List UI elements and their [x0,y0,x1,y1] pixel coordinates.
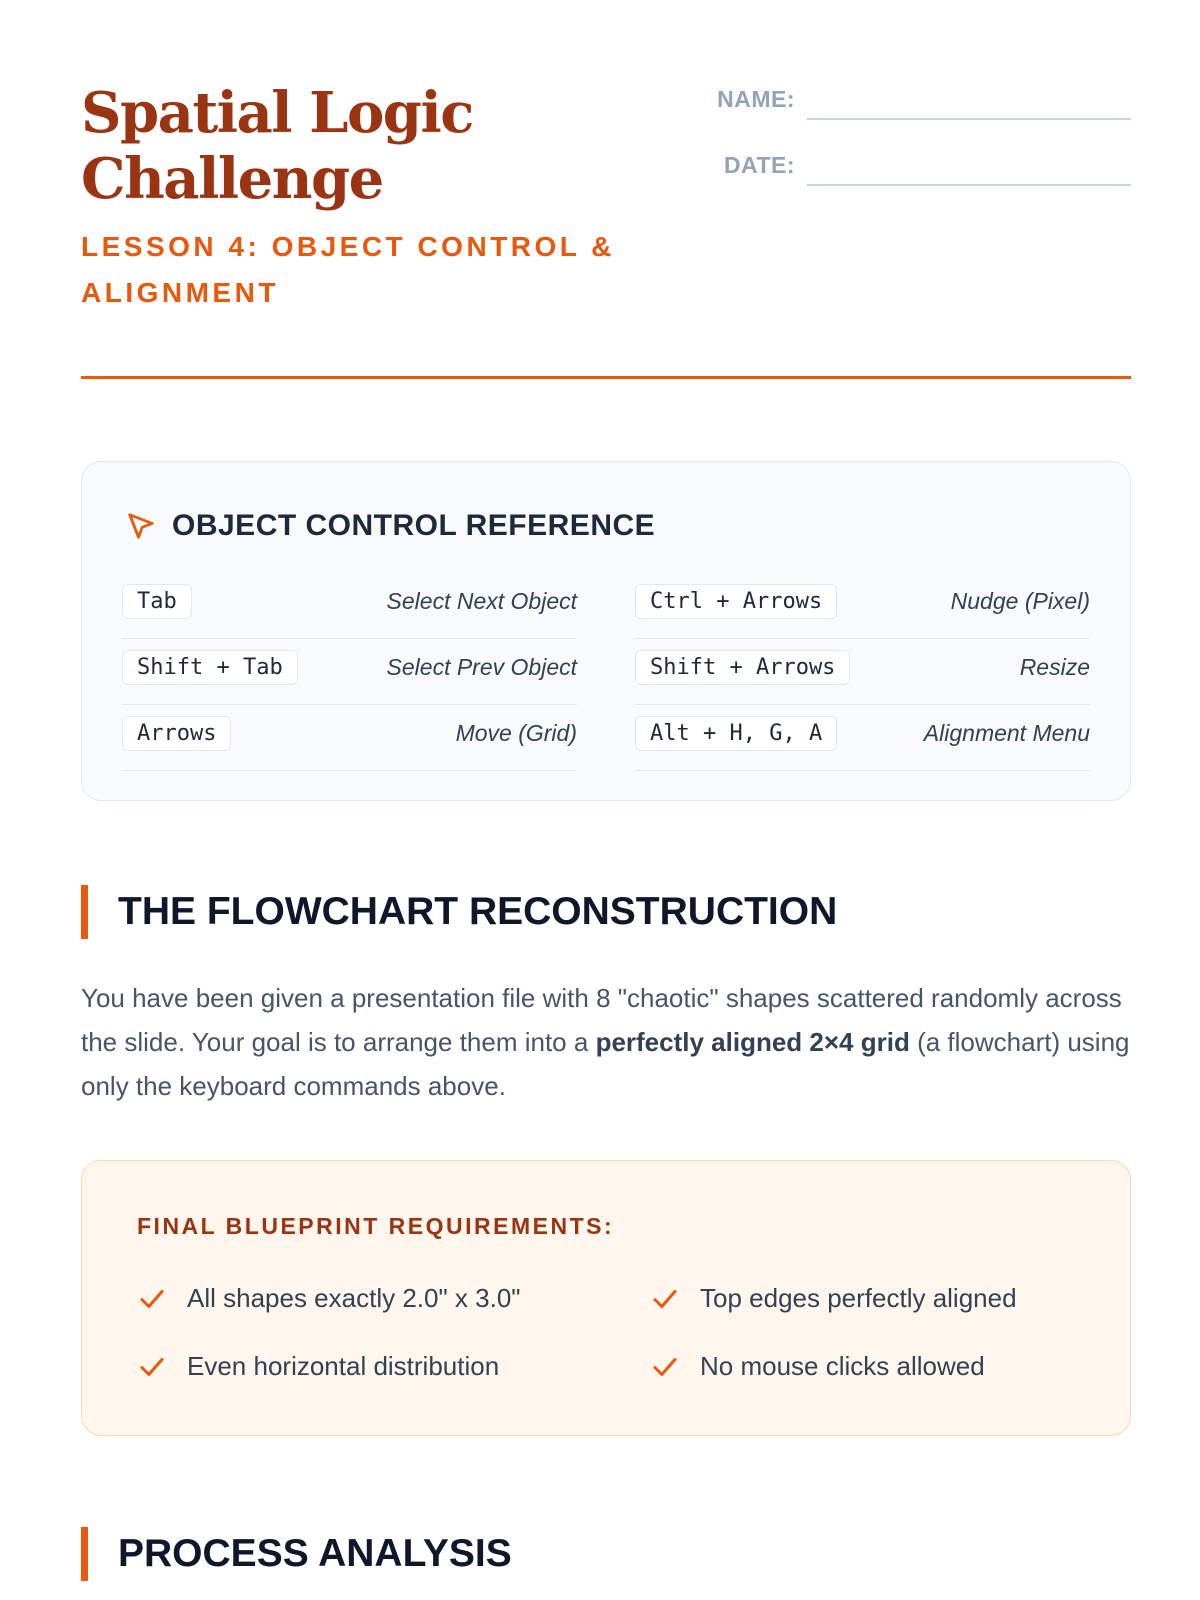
requirement-text: All shapes exactly 2.0" x 3.0" [187,1283,521,1313]
requirement-text: Even horizontal distribution [187,1351,500,1381]
name-label: NAME: [717,86,795,112]
requirement-text: Top edges perfectly aligned [700,1283,1017,1313]
section-heading-process: PROCESS ANALYSIS [81,1527,512,1581]
shortcut-row [122,574,577,639]
header [81,80,1131,316]
requirement-item [650,1351,985,1382]
reference-title [126,509,655,543]
instructions-text-start: You have been given a presentation file with 8 "chaotic" shapes scattered randomly across the slide. Your goal is to arrange them into a [81,983,1122,1057]
page-title: Spatial Logic Challenge [81,80,473,212]
check-icon [137,1352,167,1382]
shortcut-row [635,574,1090,639]
shortcut-row [635,706,1090,771]
shortcut-desc: Alignment Menu [923,720,1090,746]
reference-title-text: OBJECT CONTROL REFERENCE [172,509,656,542]
shortcut-key: Arrows [122,716,231,751]
shortcut-key: Alt + H, G, A [635,716,837,751]
date-field[interactable] [689,146,1131,186]
date-line[interactable] [807,184,1131,186]
shortcut-desc: Move (Grid) [455,720,577,746]
cursor-pointer-icon [126,511,156,541]
shortcut-key: Shift + Tab [122,650,298,685]
shortcut-desc: Select Next Object [386,588,577,614]
name-line[interactable] [807,118,1131,120]
shortcut-desc: Resize [1019,654,1090,680]
flowchart-instructions [81,976,1131,1108]
shortcut-desc: Nudge (Pixel) [950,588,1090,614]
page-subtitle: LESSON 4: OBJECT CONTROL & ALIGNMENT [81,231,615,308]
requirement-item [137,1283,521,1314]
requirement-item [650,1283,1017,1314]
header-divider [81,376,1131,379]
requirement-item [137,1351,499,1382]
shortcut-desc: Select Prev Object [386,654,577,680]
shortcut-row [122,640,577,705]
shortcut-key: Shift + Arrows [635,650,850,685]
shortcut-row [635,640,1090,705]
blueprint-title: FINAL BLUEPRINT REQUIREMENTS: [137,1213,615,1239]
blueprint-requirements [81,1160,1131,1436]
date-label: DATE: [723,152,795,178]
check-icon [650,1284,680,1314]
instructions-text-end: (a flowchart) using only the keyboard commands above. [81,1027,1130,1101]
shortcut-key: Ctrl + Arrows [635,584,837,619]
object-control-reference [81,461,1131,801]
instructions-emphasis: perfectly aligned 2×4 grid [595,1027,910,1057]
shortcut-key: Tab [122,584,192,619]
requirement-text: No mouse clicks allowed [700,1351,985,1381]
check-icon [137,1284,167,1314]
name-field[interactable] [689,80,1131,120]
section-heading-flowchart: THE FLOWCHART RECONSTRUCTION [81,885,837,939]
shortcut-row [122,706,577,771]
check-icon [650,1352,680,1382]
